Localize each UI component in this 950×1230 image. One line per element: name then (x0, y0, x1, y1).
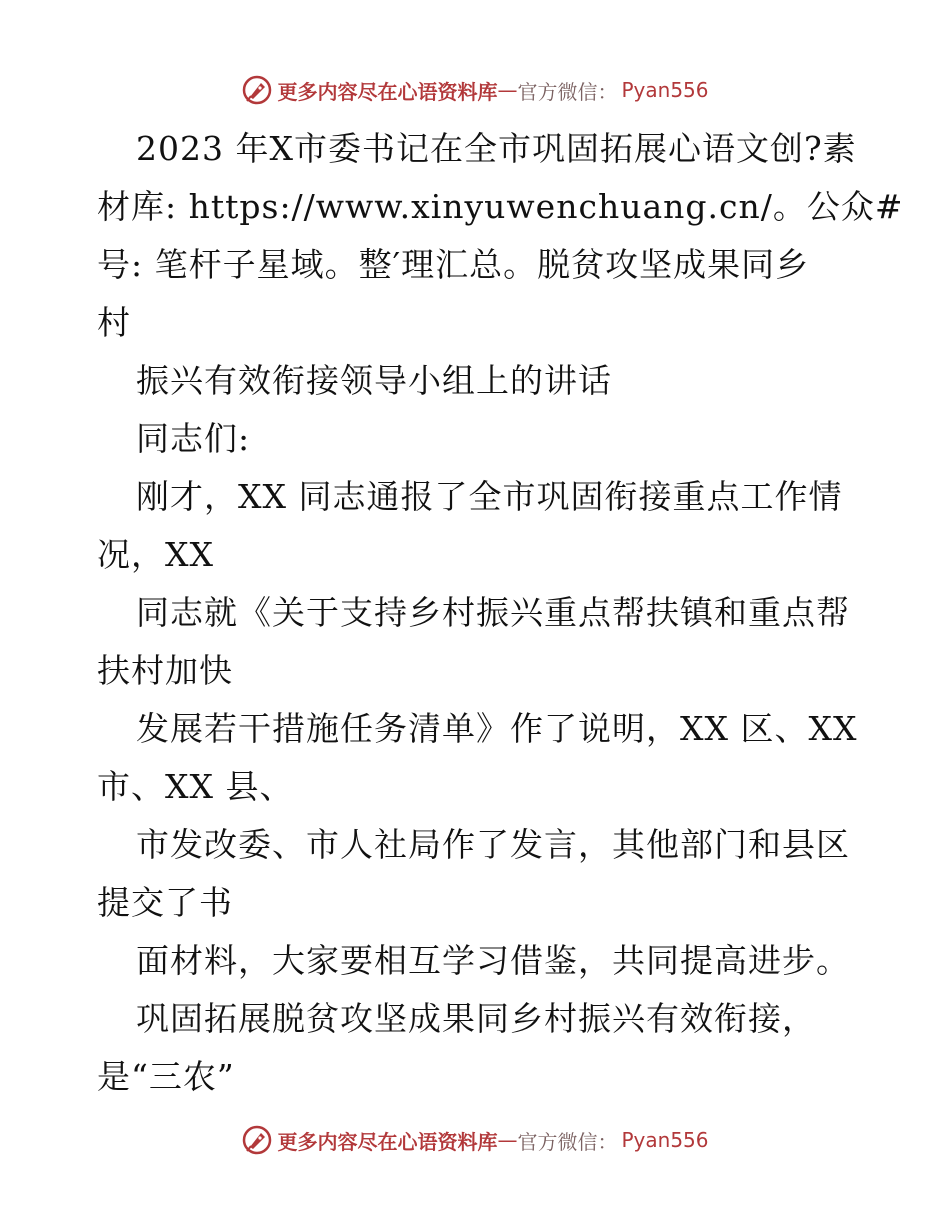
footer-watermark-banner (0, 1122, 950, 1158)
banner-dash: — (497, 1128, 518, 1152)
text-line: 刚才，XX 同志通报了全市巩固衔接重点工作情 (136, 477, 843, 516)
pen-nib-logo-icon (241, 1124, 273, 1156)
banner-title: 更多内容尽在心语资料库 (277, 1129, 498, 1154)
text-line: 同志们: (136, 419, 251, 458)
text-line: 是“三农” (97, 1057, 235, 1096)
text-line: 况，XX (97, 535, 214, 574)
text-line: 面材料，大家要相互学习借鉴，共同提高进步。 (136, 941, 850, 980)
banner-dash: — (497, 78, 518, 102)
text-line: 巩固拓展脱贫攻坚成果同乡村振兴有效衔接， (136, 999, 816, 1038)
banner-title: 更多内容尽在心语资料库 (277, 79, 498, 104)
text-line: 同志就《关于支持乡村振兴重点帮扶镇和重点帮 (136, 593, 850, 632)
header-watermark-banner (0, 72, 950, 108)
text-line: 材库: https://www.xinyuwenchuang.cn/。公众# (97, 187, 904, 226)
text-line: 提交了书 (97, 883, 233, 922)
text-line: 扶村加快 (97, 651, 233, 690)
pen-nib-logo-icon (241, 74, 273, 106)
banner-subtitle: 官方微信： (517, 79, 618, 104)
banner-wechat-id: Pyan556 (621, 78, 709, 102)
text-line: 号: 笔杆子星域。整′理汇总。脱贫攻坚成果同乡 (97, 245, 810, 284)
text-line: 2023 年X市委书记在全市巩固拓展心语文创?素 (136, 129, 857, 168)
text-line: 振兴有效衔接领导小组上的讲话 (136, 361, 612, 400)
banner-subtitle: 官方微信： (517, 1129, 618, 1154)
text-line: 市、XX 县、 (97, 767, 294, 806)
text-line: 发展若干措施任务清单》作了说明，XX 区、XX (136, 709, 858, 748)
text-line: 村 (97, 303, 131, 342)
banner-wechat-id: Pyan556 (621, 1128, 709, 1152)
text-line: 市发改委、市人社局作了发言，其他部门和县区 (136, 825, 850, 864)
